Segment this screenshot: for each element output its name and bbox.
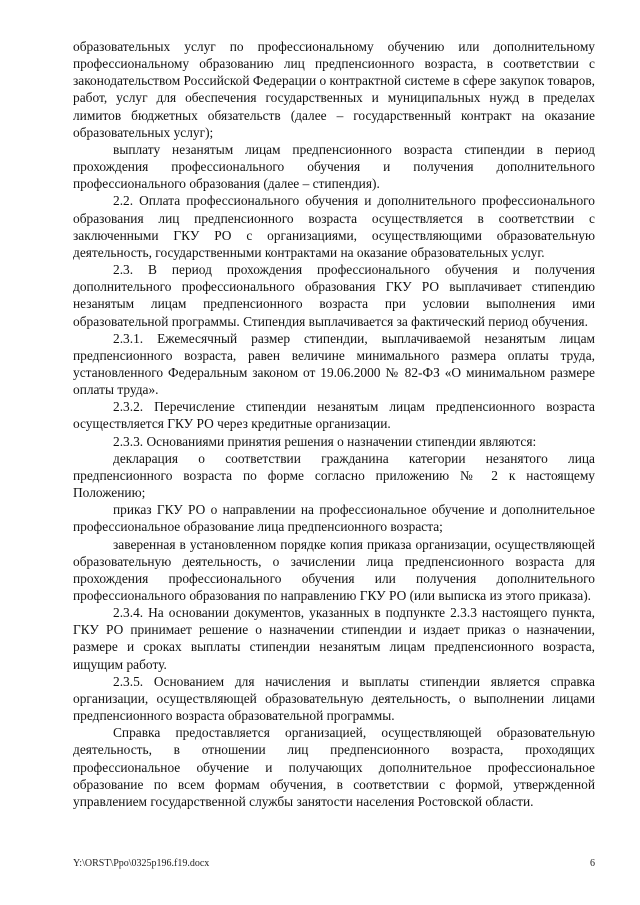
paragraph: приказ ГКУ РО о направлении на профессиональное обучение и дополнительное профессиональное образование лица предпенсионного возраста; — [73, 502, 595, 535]
paragraph: образовательных услуг по профессиональному обучению или дополнительному профессиональному образованию лиц предпенсионного возраста, в соответствии с законодательством Российской Федерации о контрактной системе в сфере закупок товаров, работ, услуг для обеспечения государственных и муниципальных нужд в пределах лимитов бюджетных обязательств (далее – государственный контракт на оказание образовательных услуг); — [73, 39, 595, 140]
paragraph: Справка предоставляется организацией, осуществляющей образовательную деятельность, в отношении лиц предпенсионного возраста, проходящих профессиональное обучение и получающих дополнительное профессиональное образование по всем формам обучения, в соответствии с формой, утвержденной управлением государственной службы занятости населения Ростовской области. — [73, 725, 595, 809]
paragraph: заверенная в установленном порядке копия приказа организации, осуществляющей образовательную деятельность, о зачислении лица предпенсионного возраста для прохождения профессионального обучения или получения дополнительного профессионального образования по направлению ГКУ РО (или выписка из этого приказа). — [73, 536, 595, 603]
file-path: Y:\ORST\Ppo\0325p196.f19.docx — [73, 858, 210, 869]
paragraph: 2.3.5. Основанием для начисления и выплаты стипендии является справка организации, осуществляющей образовательную деятельность, о выполнении лицами предпенсионного возраста образовательной программы. — [73, 673, 595, 724]
page-footer — [73, 857, 595, 871]
paragraph: 2.3.2. Перечисление стипендии незанятым лицам предпенсионного возраста осуществляется ГКУ РО через кредитные организации. — [73, 399, 595, 432]
paragraph: 2.2. Оплата профессионального обучения и дополнительного профессионального образования лиц предпенсионного возраста осуществляется в соответствии с заключенными ГКУ РО с организациями, осуществляющими образовательную деятельность, государственными контрактами на оказание образовательных услуг. — [73, 193, 595, 260]
paragraph: 2.3.4. На основании документов, указанных в подпункте 2.3.3 настоящего пункта, ГКУ РО принимает решение о назначении стипендии и издает приказ о назначении, размере и сроках выплаты стипендии незанятым лицам предпенсионного возраста, ищущим работу. — [73, 605, 595, 672]
paragraph: 2.3.3. Основаниями принятия решения о назначении стипендии являются: — [113, 433, 537, 449]
paragraph: 2.3.1. Ежемесячный размер стипендии, выплачиваемой незанятым лицам предпенсионного возраста, равен величине минимального размера оплаты труда, установленного Федеральным законом от 19.06.2000 № 82-ФЗ «О минимальном размере оплаты труда». — [73, 330, 595, 398]
document-body — [73, 38, 595, 810]
paragraph: выплату незанятым лицам предпенсионного возраста стипендии в период прохождения профессионального обучения и получения дополнительного профессионального образования (далее – стипендия). — [73, 141, 595, 192]
page-number: 6 — [590, 858, 595, 869]
paragraph: декларация о соответствии гражданина категории незанятого лица предпенсионного возраста по форме согласно приложению № 2 к настоящему Положению; — [73, 450, 595, 501]
paragraph: 2.3. В период прохождения профессионального обучения и получения дополнительного профессионального образования ГКУ РО выплачивает стипендию незанятым лицам предпенсионного возраста при условии выполнения ими образовательной программы. Стипендия выплачивается за фактический период обучения. — [73, 262, 595, 329]
